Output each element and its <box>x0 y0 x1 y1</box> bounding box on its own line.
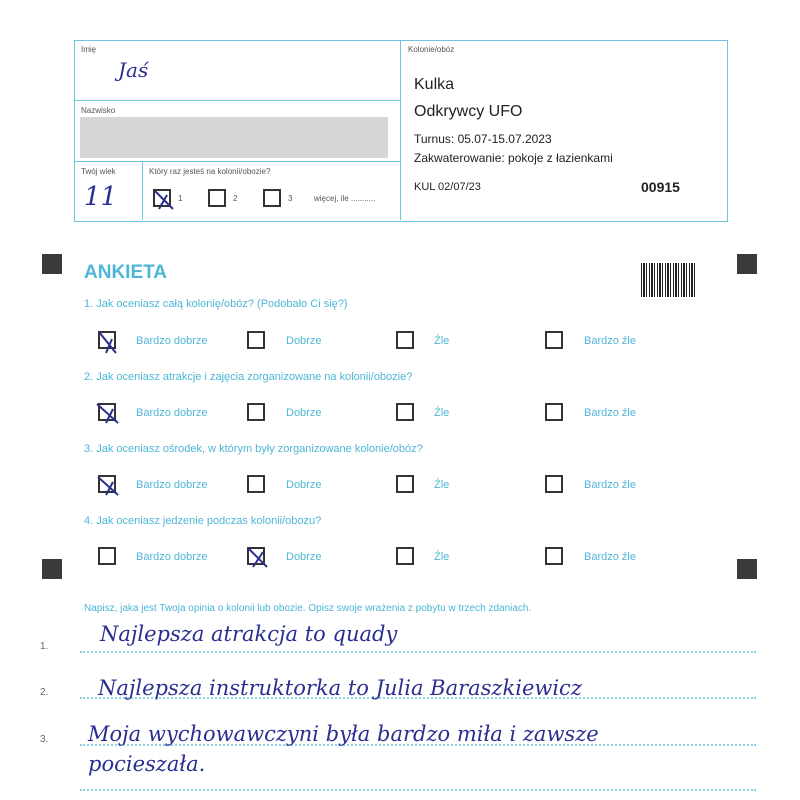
question-4: 4. Jak oceniasz jedzenie podczas kolonii/obozu? <box>84 515 322 527</box>
surname-redaction <box>80 117 388 158</box>
q4-checkbox-zle[interactable] <box>396 547 414 565</box>
q4-checkbox-dobrze[interactable] <box>247 547 265 565</box>
q3-checkbox-bardzo-dobrze[interactable] <box>98 475 116 493</box>
lodging: Zakwaterowanie: pokoje z łazienkami <box>414 151 613 165</box>
q1-checkbox-bardzo-dobrze[interactable] <box>98 331 116 349</box>
header-divider <box>400 40 401 220</box>
q2-option-zle: Źle <box>434 407 450 419</box>
times-checkbox-1[interactable] <box>153 189 171 207</box>
q3-checkbox-bardzo-zle[interactable] <box>545 475 563 493</box>
name-value[interactable]: Jaś <box>118 58 149 82</box>
q3-checkbox-dobrze[interactable] <box>247 475 265 493</box>
check-mark-icon <box>96 329 122 355</box>
answer-2[interactable]: Najlepsza instruktorka to Julia Baraszkiewicz <box>98 676 582 700</box>
form-number: 00915 <box>641 179 680 195</box>
q1-checkbox-dobrze[interactable] <box>247 331 265 349</box>
check-mark-icon <box>96 473 122 499</box>
registration-marker <box>737 254 757 274</box>
check-mark-icon <box>151 187 177 213</box>
q2-checkbox-zle[interactable] <box>396 403 414 421</box>
times-option-2: 2 <box>233 194 238 203</box>
q4-checkbox-bardzo-zle[interactable] <box>545 547 563 565</box>
line-number-3: 3. <box>40 734 49 745</box>
camp-name: Kulka <box>414 76 455 93</box>
q4-checkbox-bardzo-dobrze[interactable] <box>98 547 116 565</box>
survey-title: ANKIETA <box>84 262 168 283</box>
age-label: Twój wiek <box>81 167 116 176</box>
q3-option-bardzo-zle: Bardzo źle <box>584 479 636 491</box>
check-mark-icon <box>245 545 271 571</box>
turnus: Turnus: 05.07-15.07.2023 <box>414 132 552 146</box>
q3-option-dobrze: Dobrze <box>286 479 322 491</box>
q1-checkbox-bardzo-zle[interactable] <box>545 331 563 349</box>
q4-option-bardzo-zle: Bardzo źle <box>584 551 636 563</box>
q4-option-dobrze: Dobrze <box>286 551 322 563</box>
q3-checkbox-zle[interactable] <box>396 475 414 493</box>
answer-3[interactable]: Moja wychowawczyni była bardzo miła i zawsze <box>88 722 599 746</box>
row-divider <box>74 161 400 162</box>
times-option-3: 3 <box>288 194 293 203</box>
answer-line <box>80 651 756 653</box>
q3-option-bardzo-dobrze: Bardzo dobrze <box>136 479 208 491</box>
q2-option-bardzo-dobrze: Bardzo dobrze <box>136 407 208 419</box>
q1-option-bardzo-dobrze: Bardzo dobrze <box>136 335 208 347</box>
q2-checkbox-bardzo-zle[interactable] <box>545 403 563 421</box>
q3-option-zle: Źle <box>434 479 450 491</box>
barcode <box>641 263 697 297</box>
camp-code: KUL 02/07/23 <box>414 181 481 193</box>
opinion-prompt: Napisz, jaka jest Twoja opinia o kolonii lub obozie. Opisz swoje wrażenia z pobytu w trzech zdaniach. <box>84 603 532 614</box>
age-divider <box>142 161 143 220</box>
line-number-1: 1. <box>40 641 49 652</box>
row-divider <box>74 100 400 101</box>
registration-marker <box>42 559 62 579</box>
times-more: więcej, ile ........... <box>314 194 376 203</box>
q1-option-dobrze: Dobrze <box>286 335 322 347</box>
name-label: Imię <box>81 45 97 54</box>
question-3: 3. Jak oceniasz ośrodek, w którym były zorganizowane kolonie/obóz? <box>84 443 423 455</box>
camp-label: Kolonie/obóz <box>408 45 455 54</box>
q4-option-bardzo-dobrze: Bardzo dobrze <box>136 551 208 563</box>
q2-option-dobrze: Dobrze <box>286 407 322 419</box>
q2-checkbox-dobrze[interactable] <box>247 403 265 421</box>
answer-3-continued[interactable]: pocieszała. <box>88 752 206 776</box>
q2-option-bardzo-zle: Bardzo źle <box>584 407 636 419</box>
times-checkbox-2[interactable] <box>208 189 226 207</box>
times-label: Który raz jesteś na kolonii/obozie? <box>149 167 271 176</box>
answer-1[interactable]: Najlepsza atrakcja to quady <box>100 622 398 646</box>
camp-program: Odkrywcy UFO <box>414 103 523 120</box>
answer-line <box>80 789 756 791</box>
q2-checkbox-bardzo-dobrze[interactable] <box>98 403 116 421</box>
q1-option-bardzo-zle: Bardzo źle <box>584 335 636 347</box>
age-value[interactable]: 11 <box>84 182 118 212</box>
line-number-2: 2. <box>40 687 49 698</box>
surname-label: Nazwisko <box>81 106 116 115</box>
q1-option-zle: Źle <box>434 335 450 347</box>
times-option-1: 1 <box>178 194 183 203</box>
times-checkbox-3[interactable] <box>263 189 281 207</box>
check-mark-icon <box>96 401 122 427</box>
registration-marker <box>737 559 757 579</box>
q1-checkbox-zle[interactable] <box>396 331 414 349</box>
registration-marker <box>42 254 62 274</box>
q4-option-zle: Źle <box>434 551 450 563</box>
question-2: 2. Jak oceniasz atrakcje i zajęcia zorganizowane na kolonii/obozie? <box>84 371 413 383</box>
question-1: 1. Jak oceniasz całą kolonię/obóz? (Podobało Ci się?) <box>84 298 348 310</box>
